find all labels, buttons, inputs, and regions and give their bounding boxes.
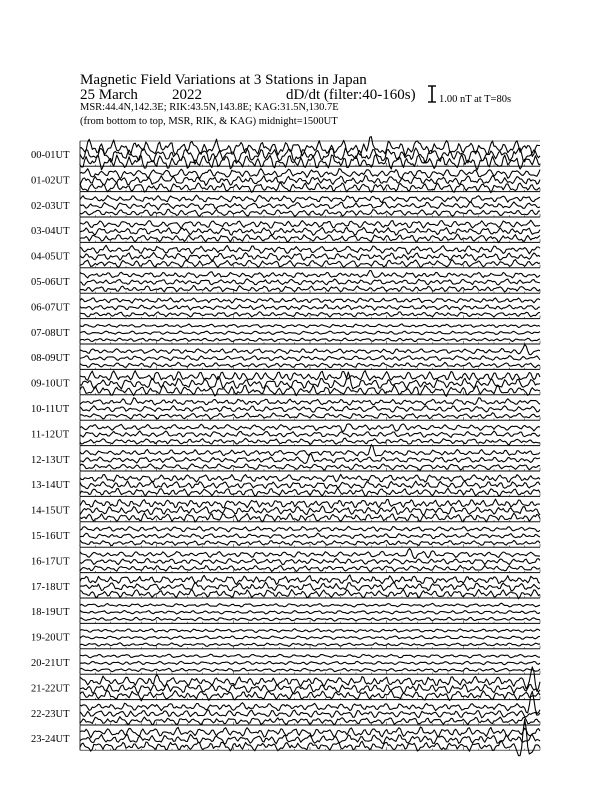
hour-label-01-02UT: 01-02UT bbox=[31, 175, 70, 187]
hour-label-03-04UT: 03-04UT bbox=[31, 226, 70, 238]
trace-RIK-23-24UT bbox=[80, 734, 540, 743]
trace-MSR-22-23UT bbox=[80, 717, 540, 725]
trace-RIK-09-10UT bbox=[80, 372, 540, 389]
hour-label-17-18UT: 17-18UT bbox=[31, 581, 70, 593]
hour-label-08-09UT: 08-09UT bbox=[31, 353, 70, 365]
trace-RIK-06-07UT bbox=[80, 305, 540, 311]
trace-KAG-11-12UT bbox=[80, 424, 540, 432]
hour-label-18-19UT: 18-19UT bbox=[31, 607, 70, 619]
chart-component: dD/dt (filter:40-160s) bbox=[286, 87, 416, 103]
chart-title: Magnetic Field Variations at 3 Stations in Japan bbox=[80, 72, 367, 88]
hour-label-13-14UT: 13-14UT bbox=[31, 480, 70, 492]
trace-RIK-13-14UT bbox=[80, 481, 540, 489]
hour-label-12-13UT: 12-13UT bbox=[31, 454, 70, 466]
trace-KAG-10-11UT bbox=[80, 398, 540, 405]
trace-KAG-06-07UT bbox=[80, 298, 540, 303]
scale-bar-label: 1.00 nT at T=80s bbox=[439, 94, 512, 105]
trace-MSR-13-14UT bbox=[80, 488, 540, 496]
station-coordinates: MSR:44.4N,142.3E; RIK:43.5N,143.8E; KAG:31.5N,130.7E bbox=[80, 102, 339, 113]
trace-KAG-07-08UT bbox=[80, 324, 540, 328]
hour-label-02-03UT: 02-03UT bbox=[31, 200, 70, 212]
trace-RIK-04-05UT bbox=[80, 252, 540, 261]
trace-RIK-15-16UT bbox=[80, 533, 540, 538]
trace-RIK-16-17UT bbox=[80, 558, 540, 564]
trace-RIK-17-18UT bbox=[80, 582, 540, 591]
hour-label-16-17UT: 16-17UT bbox=[31, 556, 70, 568]
hour-label-09-10UT: 09-10UT bbox=[31, 378, 70, 390]
hour-label-00-01UT: 00-01UT bbox=[31, 150, 70, 161]
trace-KAG-02-03UT bbox=[80, 195, 540, 203]
trace-KAG-14-15UT bbox=[80, 499, 540, 508]
trace-RIK-07-08UT bbox=[80, 331, 540, 335]
trace-KAG-01-02UT bbox=[80, 169, 540, 179]
trace-RIK-20-21UT bbox=[80, 661, 540, 664]
trace-KAG-17-18UT bbox=[80, 575, 540, 585]
trace-RIK-19-20UT bbox=[80, 636, 540, 640]
hour-label-14-15UT: 14-15UT bbox=[31, 505, 70, 517]
trace-KAG-09-10UT bbox=[80, 371, 540, 381]
hour-label-06-07UT: 06-07UT bbox=[31, 302, 70, 314]
hour-label-10-11UT: 10-11UT bbox=[31, 404, 70, 415]
hour-label-21-22UT: 21-22UT bbox=[31, 683, 70, 695]
trace-MSR-11-12UT bbox=[80, 438, 540, 445]
trace-RIK-12-13UT bbox=[80, 454, 540, 464]
hour-label-20-21UT: 20-21UT bbox=[31, 658, 70, 669]
trace-KAG-08-09UT bbox=[80, 345, 540, 355]
hour-label-05-06UT: 05-06UT bbox=[31, 277, 70, 288]
trace-KAG-19-20UT bbox=[80, 629, 540, 633]
trace-RIK-03-04UT bbox=[80, 227, 540, 235]
hour-label-19-20UT: 19-20UT bbox=[31, 632, 70, 644]
trace-RIK-22-23UT bbox=[80, 710, 540, 718]
hour-label-04-05UT: 04-05UT bbox=[31, 251, 70, 263]
trace-RIK-11-12UT bbox=[80, 431, 540, 438]
hour-label-22-23UT: 22-23UT bbox=[31, 708, 70, 720]
trace-RIK-05-06UT bbox=[80, 279, 540, 285]
trace-RIK-18-19UT bbox=[80, 610, 540, 614]
station-order-note: (from bottom to top, MSR, RIK, & KAG) midnight=1500UT bbox=[80, 116, 338, 127]
trace-RIK-02-03UT bbox=[80, 202, 540, 210]
trace-KAG-03-04UT bbox=[80, 220, 540, 229]
chart-year: 2022 bbox=[172, 87, 202, 103]
trace-KAG-04-05UT bbox=[80, 245, 540, 254]
chart-date: 25 March bbox=[80, 87, 138, 103]
trace-KAG-20-21UT bbox=[80, 654, 540, 658]
trace-RIK-14-15UT bbox=[80, 506, 540, 516]
trace-MSR-00-01UT bbox=[80, 155, 540, 170]
trace-KAG-15-16UT bbox=[80, 526, 540, 532]
trace-KAG-18-19UT bbox=[80, 603, 540, 607]
hour-label-11-12UT: 11-12UT bbox=[31, 429, 70, 441]
hour-label-15-16UT: 15-16UT bbox=[31, 531, 70, 542]
trace-RIK-08-09UT bbox=[80, 356, 540, 361]
trace-KAG-22-23UT bbox=[80, 691, 540, 713]
trace-KAG-16-17UT bbox=[80, 549, 540, 559]
hour-label-23-24UT: 23-24UT bbox=[31, 734, 70, 746]
trace-KAG-05-06UT bbox=[80, 270, 540, 278]
trace-RIK-10-11UT bbox=[80, 406, 540, 413]
trace-KAG-12-13UT bbox=[80, 445, 540, 456]
hour-label-07-08UT: 07-08UT bbox=[31, 327, 70, 339]
trace-KAG-13-14UT bbox=[80, 474, 540, 482]
